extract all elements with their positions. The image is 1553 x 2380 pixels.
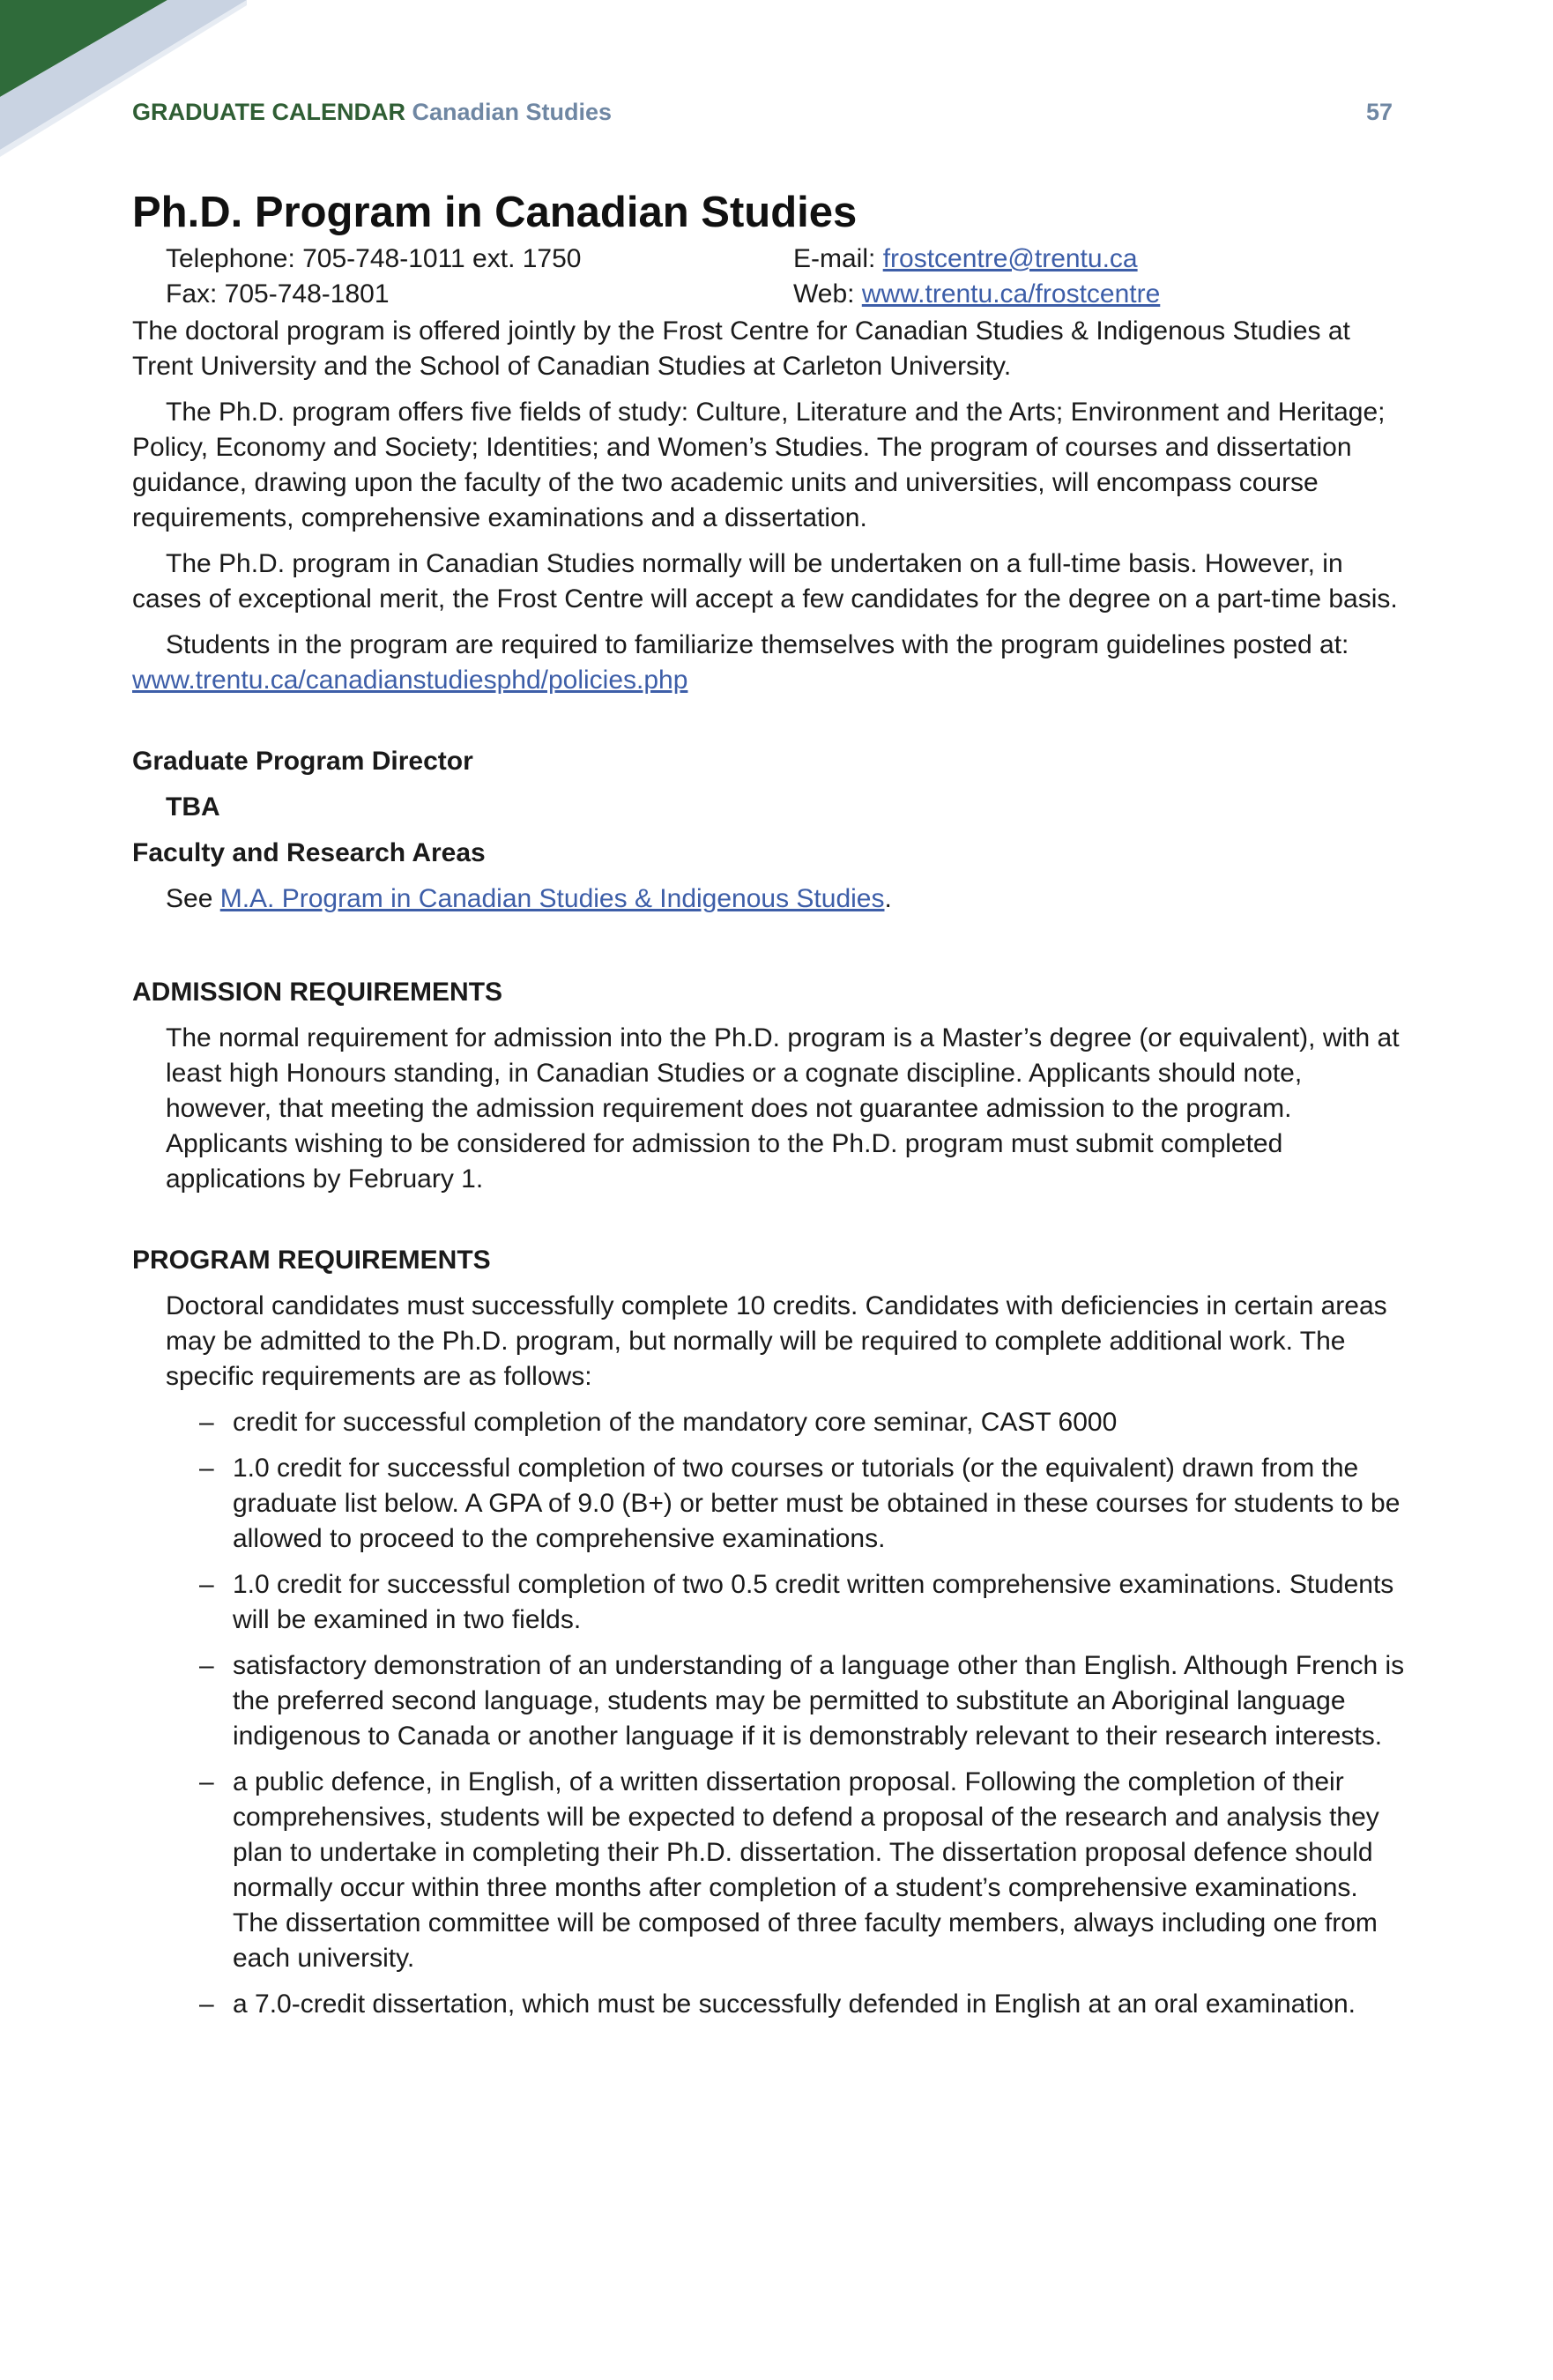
email-link[interactable]: frostcentre@trentu.ca bbox=[882, 244, 1138, 273]
guidelines-link[interactable]: www.trentu.ca/canadianstudiesphd/policies.php bbox=[132, 666, 688, 695]
dash-bullet: – bbox=[199, 1408, 214, 1437]
dash-bullet: – bbox=[199, 1651, 214, 1680]
intro-paragraph-4 bbox=[132, 628, 1410, 698]
list-item bbox=[166, 1405, 1410, 1440]
list-item-text: 1.0 credit for successful completion of two 0.5 credit written comprehensive examinations. Students will be examined in two fields. bbox=[233, 1570, 1394, 1634]
header-calendar-label: GRADUATE CALENDAR bbox=[132, 99, 405, 125]
list-item bbox=[166, 1648, 1410, 1754]
web-label: Web: bbox=[793, 279, 862, 309]
faculty-heading: Faculty and Research Areas bbox=[132, 838, 486, 867]
requirements-list bbox=[132, 1405, 1410, 2022]
director-heading: Graduate Program Director bbox=[132, 747, 473, 776]
list-item bbox=[166, 1451, 1410, 1557]
telephone-text: Telephone: 705-748-1011 ext. 1750 bbox=[166, 244, 582, 273]
list-item-text: credit for successful completion of the mandatory core seminar, CAST 6000 bbox=[233, 1408, 1118, 1437]
page-title: Ph.D. Program in Canadian Studies bbox=[132, 189, 858, 236]
faculty-reference bbox=[132, 881, 1410, 917]
running-header bbox=[132, 99, 1393, 134]
faculty-link[interactable]: M.A. Program in Canadian Studies & Indigenous Studies bbox=[219, 884, 885, 913]
faculty-period: . bbox=[884, 884, 892, 913]
page-content bbox=[132, 187, 1410, 2033]
page-number: 57 bbox=[1365, 99, 1393, 125]
list-item-text: a 7.0-credit dissertation, which must be successfully defended in English at an oral examination. bbox=[233, 1990, 1356, 2019]
contact-info bbox=[132, 242, 1410, 314]
guidelines-text: Students in the program are required to familiarize themselves with the program guidelines posted at: bbox=[166, 630, 1349, 659]
corner-decoration bbox=[0, 0, 247, 176]
list-item bbox=[166, 1987, 1410, 2022]
program-heading: PROGRAM REQUIREMENTS bbox=[132, 1246, 491, 1275]
list-item-text: 1.0 credit for successful completion of two courses or tutorials (or the equivalent) drawn from the graduate list below. A GPA of 9.0 (B+) or better must be obtained in these courses for students to be allowed to proceed to the comprehensive examinations. bbox=[233, 1454, 1401, 1553]
dash-bullet: – bbox=[199, 1454, 214, 1483]
list-item-text: satisfactory demonstration of an understanding of a language other than English. Although French is the preferred second language, students may be permitted to substitute an Aboriginal language indigenous to Canada or another language if it is demonstrably relevant to their research interests. bbox=[233, 1651, 1405, 1751]
email-label: E-mail: bbox=[793, 244, 883, 273]
dash-bullet: – bbox=[199, 1767, 214, 1796]
intro-paragraph-1: The doctoral program is offered jointly by the Frost Centre for Canadian Studies & Indigenous Studies at Trent University and the School of Canadian Studies at Carleton University. bbox=[132, 316, 1350, 381]
list-item bbox=[166, 1567, 1410, 1638]
admission-heading: ADMISSION REQUIREMENTS bbox=[132, 978, 503, 1007]
fax-text: Fax: 705-748-1801 bbox=[166, 279, 390, 309]
dash-bullet: – bbox=[199, 1990, 214, 2019]
intro-paragraph-3: The Ph.D. program in Canadian Studies normally will be undertaken on a full-time basis. However, in cases of exceptional merit, the Frost Centre will accept a few candidates for the degree on a part-time basis. bbox=[132, 549, 1398, 614]
faculty-see-text: See bbox=[166, 884, 220, 913]
list-item-text: a public defence, in English, of a written dissertation proposal. Following the completion of their comprehensives, students will be expected to defend a proposal of the research and analysis they plan to undertake in completing their Ph.D. dissertation. The dissertation proposal defence should normally occur within three months after completion of a student’s comprehensive examinations. The dissertation committee will be composed of three faculty members, always including one from each university. bbox=[233, 1767, 1379, 1973]
director-name: TBA bbox=[166, 792, 220, 822]
list-item bbox=[166, 1765, 1410, 1976]
admission-text: The normal requirement for admission into the Ph.D. program is a Master’s degree (or equivalent), with at least high Honours standing, in Canadian Studies or a cognate discipline. Applicants should note, however, that meeting the admission requirement does not guarantee admission to the program. Applicants wishing to be considered for admission to the Ph.D. program must submit completed applications by February 1. bbox=[166, 1023, 1400, 1194]
web-link[interactable]: www.trentu.ca/frostcentre bbox=[861, 279, 1161, 309]
header-section-label: Canadian Studies bbox=[412, 99, 613, 125]
dash-bullet: – bbox=[199, 1570, 214, 1599]
program-text: Doctoral candidates must successfully complete 10 credits. Candidates with deficiencies in certain areas may be admitted to the Ph.D. program, but normally will be required to complete additional work. The specific requirements are as follows: bbox=[166, 1291, 1387, 1391]
intro-paragraph-2: The Ph.D. program offers five fields of study: Culture, Literature and the Arts; Environment and Heritage; Policy, Economy and Society; Identities; and Women’s Studies. The program of courses and dissertation guidance, drawing upon the faculty of the two academic units and universities, will encompass course requirements, comprehensive examinations and a dissertation. bbox=[132, 398, 1386, 532]
